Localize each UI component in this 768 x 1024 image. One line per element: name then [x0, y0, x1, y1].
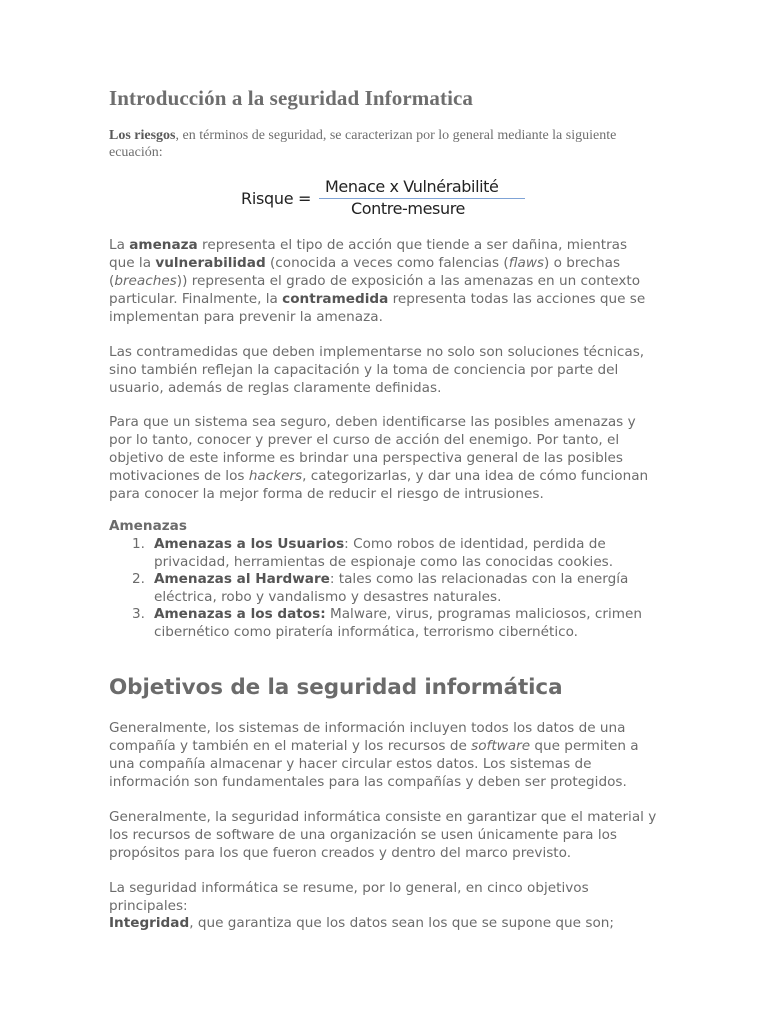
p1-text-5: )) representa el grado de exposición a las amenazas en un contexto particular. Finalmente, la	[109, 273, 641, 307]
threats-list	[132, 536, 652, 641]
list-item-title: Amenazas a los datos:	[154, 606, 326, 622]
risk-formula	[241, 176, 541, 222]
p1-bold-amenaza: amenaza	[129, 237, 198, 253]
list-item	[132, 606, 652, 641]
p1-italic-flaws: flaws	[508, 255, 545, 271]
p3-italic-hackers: hackers	[248, 468, 303, 484]
p1-text-6: representa todas las acciones que se implementan para prevenir la amenaza.	[109, 291, 646, 325]
p1-text-4: ) o brechas (	[109, 255, 621, 289]
p1-text-2: representa el tipo de acción que tiende a ser dañina, mientras que la	[109, 237, 628, 271]
s2p1-italic-software: software	[471, 738, 531, 754]
p1-italic-breaches: breaches	[114, 273, 177, 289]
list-item-number: 1.	[132, 536, 145, 552]
integrity-text: , que garantiza que los datos sean los que se supone que son;	[189, 915, 614, 931]
p3-text-1: Para que un sistema sea seguro, deben identificarse las posibles amenazas y por lo tanto, conocer y prever el curso de acción del enemigo. Por tanto, el objetivo de este informe es brindar una perspectiva general de las posibles motivaciones de los	[109, 414, 636, 484]
threat-definition-paragraph	[109, 236, 657, 326]
s2p1-text-1: Generalmente, los sistemas de información incluyen todos los datos de una compañía y también en el material y los recursos de	[109, 720, 626, 754]
list-item-title: Amenazas al Hardware	[154, 571, 330, 587]
countermeasures-paragraph: Las contramedidas que deben implementarse no solo son soluciones técnicas, sino también reflejan la capacitación y la toma de conciencia por parte del usuario, además de reglas claramente definidas.	[109, 344, 645, 396]
formula-numerator: Menace x Vulnérabilité	[325, 177, 499, 196]
objective-paragraph	[109, 413, 657, 503]
page-title: Introducción a la seguridad Informatica	[109, 86, 474, 110]
formula-lhs: Risque =	[241, 189, 312, 208]
p1-bold-vulnerabilidad: vulnerabilidad	[155, 255, 266, 271]
list-item-text: Malware, virus, programas maliciosos, crimen cibernético como piratería informática, terrorismo cibernético.	[154, 606, 642, 640]
list-item-text: : tales como las relacionadas con la energía eléctrica, robo y vandalismo y desastres naturales.	[154, 571, 629, 605]
info-systems-paragraph	[109, 719, 657, 791]
integrity-paragraph	[109, 914, 657, 932]
intro-paragraph	[109, 127, 649, 161]
intro-text: , en términos de seguridad, se caracterizan por lo general mediante la siguiente ecuación:	[109, 128, 617, 160]
integrity-bold: Integridad	[109, 915, 190, 931]
formula-denominator: Contre-mesure	[351, 199, 465, 218]
p1-bold-contramedida: contramedida	[282, 291, 389, 307]
s2p1-text-2: que permiten a una compañía almacenar y hacer circular estos datos. Los sistemas de información son fundamentales para las compañías y deben ser protegidos.	[109, 738, 639, 790]
list-item	[132, 536, 652, 571]
threats-heading: Amenazas	[109, 518, 187, 534]
security-definition-paragraph: Generalmente, la seguridad informática consiste en garantizar que el material y los recursos de software de una organización se usen únicamente para los propósitos para los que fueron creados y dentro del marco previsto.	[109, 809, 657, 861]
p1-text-1: La	[109, 237, 130, 253]
section-title: Objetivos de la seguridad informática	[109, 675, 563, 700]
objectives-intro-paragraph: La seguridad informática se resume, por lo general, en cinco objetivos principales:	[109, 880, 589, 914]
list-item-number: 2.	[132, 571, 145, 587]
p3-text-2: , categorizarlas, y dar una idea de cómo funcionan para conocer la mejor forma de reducir el riesgo de intrusiones.	[109, 468, 649, 502]
intro-bold: Los riesgos	[109, 128, 176, 143]
list-item-number: 3.	[132, 606, 145, 622]
p1-text-3: (conocida a veces como falencias (	[265, 255, 509, 271]
list-item-title: Amenazas a los Usuarios	[154, 536, 345, 552]
list-item	[132, 571, 652, 606]
list-item-text: : Como robos de identidad, perdida de privacidad, herramientas de espionaje como las conocidas cookies.	[154, 536, 614, 570]
